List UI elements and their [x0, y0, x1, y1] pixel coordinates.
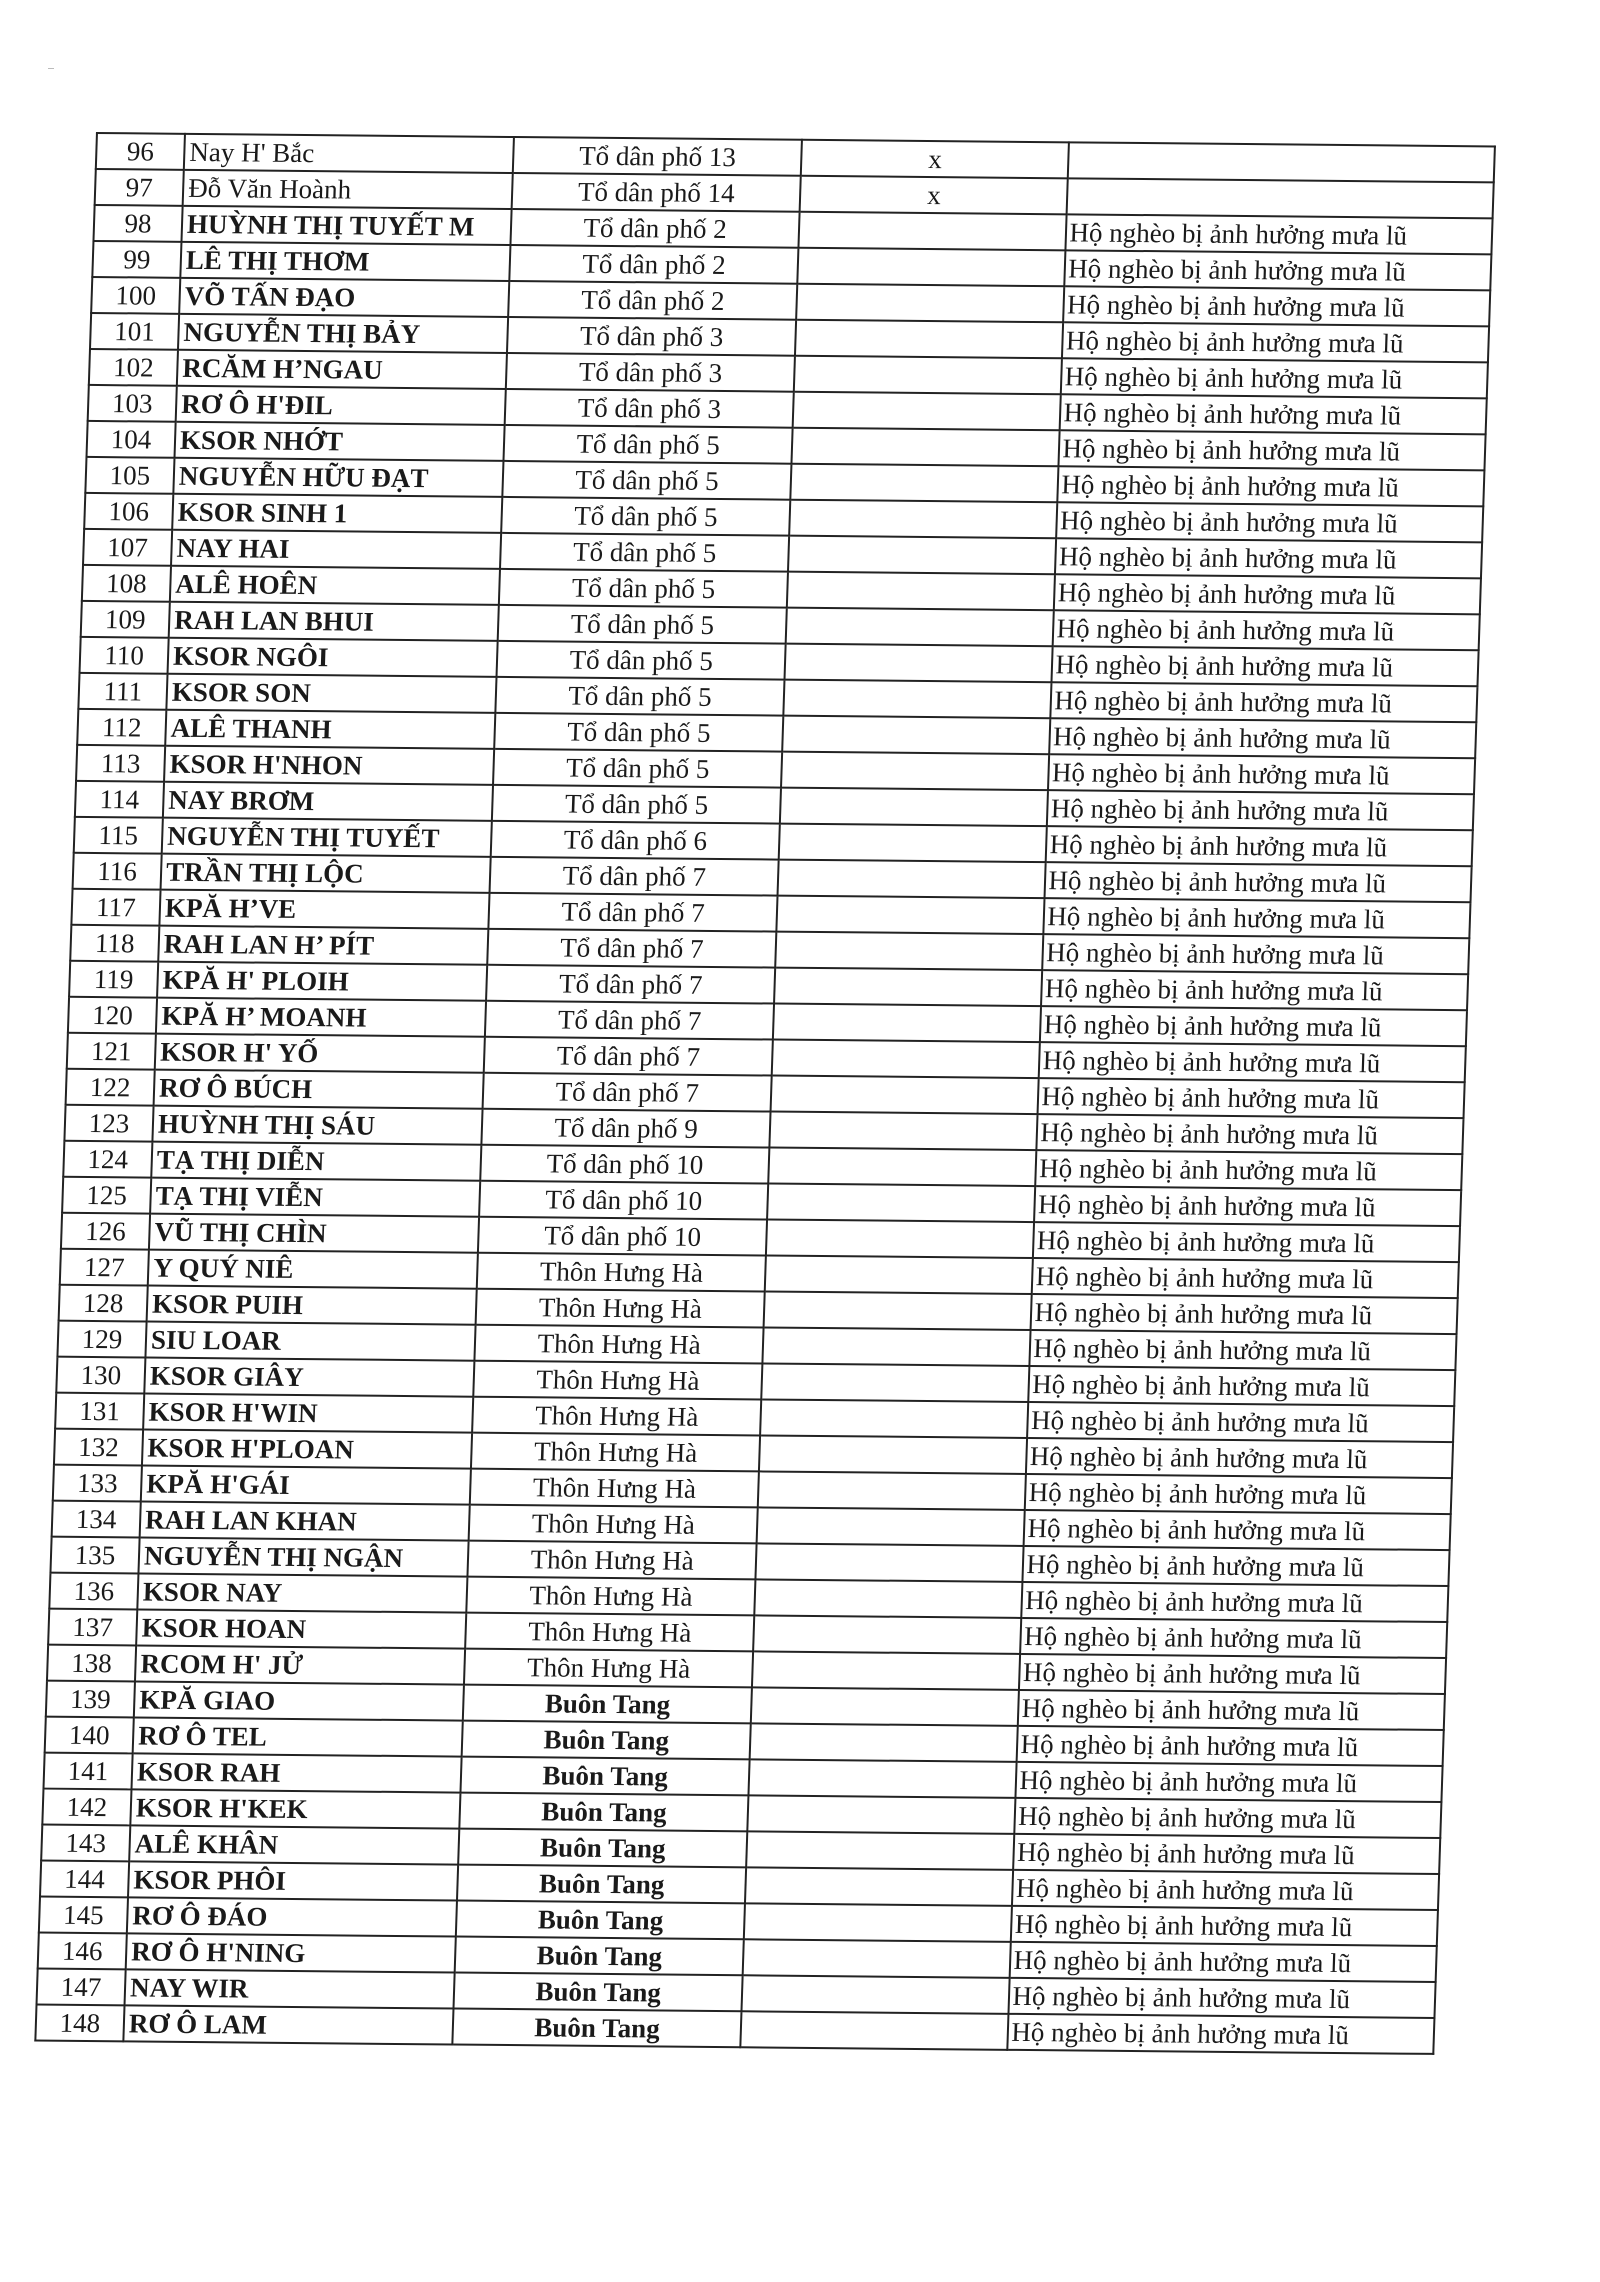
row-number: 141: [43, 1753, 132, 1790]
location: Tổ dân phố 10: [480, 1145, 769, 1184]
mark-cell: [775, 932, 1043, 971]
note-cell: Hộ nghèo bị ảnh hưởng mưa lũ: [1036, 1150, 1463, 1190]
row-number: 130: [56, 1357, 145, 1394]
row-number: 143: [41, 1825, 130, 1862]
location: Tổ dân phố 5: [501, 497, 790, 536]
household-name: KSOR HOAN: [136, 1609, 466, 1648]
note-cell: Hộ nghèo bị ảnh hưởng mưa lũ: [1015, 1798, 1442, 1838]
location: Tổ dân phố 5: [504, 425, 793, 464]
household-name: RAH LAN KHAN: [140, 1501, 470, 1540]
row-number: 131: [55, 1393, 144, 1430]
location: Buôn Tang: [457, 1865, 746, 1904]
note-cell: Hộ nghèo bị ảnh hưởng mưa lũ: [1031, 1294, 1458, 1334]
row-number: 134: [52, 1501, 141, 1538]
note-cell: Hộ nghèo bị ảnh hưởng mưa lũ: [1037, 1114, 1464, 1154]
row-number: 108: [82, 565, 171, 602]
location: Thôn Hưng Hà: [464, 1649, 753, 1688]
row-number: 114: [75, 781, 164, 818]
location: Tổ dân phố 5: [493, 749, 782, 788]
mark-cell: [750, 1723, 1018, 1762]
location: Thôn Hưng Hà: [477, 1253, 766, 1292]
mark-cell: [770, 1112, 1038, 1151]
note-cell: Hộ nghèo bị ảnh hưởng mưa lũ: [1064, 286, 1491, 326]
household-name: KPĂ H'GÁI: [141, 1466, 471, 1505]
location: Thôn Hưng Hà: [471, 1433, 760, 1472]
household-name: Nay H' Bắc: [184, 134, 514, 173]
location: Thôn Hưng Hà: [466, 1577, 755, 1616]
mark-cell: [745, 1867, 1013, 1906]
mark-cell: [741, 2011, 1009, 2050]
mark-cell: [772, 1040, 1040, 1079]
location: Buôn Tang: [458, 1829, 747, 1868]
row-number: 98: [93, 205, 182, 242]
row-number: 139: [46, 1681, 135, 1718]
mark-cell: [758, 1471, 1026, 1510]
note-cell: Hộ nghèo bị ảnh hưởng mưa lũ: [1039, 1042, 1466, 1082]
mark-cell: [763, 1327, 1031, 1366]
note-cell: Hộ nghèo bị ảnh hưởng mưa lũ: [1014, 1834, 1441, 1874]
mark-cell: [782, 716, 1050, 755]
household-name: KPĂ H’ MOANH: [156, 998, 486, 1037]
location: Tổ dân phố 6: [491, 821, 780, 860]
row-number: 133: [53, 1465, 142, 1502]
location: Tổ dân phố 7: [490, 857, 779, 896]
mark-cell: [784, 680, 1052, 719]
row-number: 145: [39, 1897, 128, 1934]
household-name: VŨ THỊ CHÌN: [149, 1214, 479, 1253]
note-cell: Hộ nghèo bị ảnh hưởng mưa lũ: [1052, 646, 1479, 686]
note-cell: Hộ nghèo bị ảnh hưởng mưa lũ: [1051, 682, 1478, 722]
note-cell: Hộ nghèo bị ảnh hưởng mưa lũ: [1026, 1438, 1453, 1478]
household-name: TẠ THỊ VIỄN: [150, 1178, 480, 1217]
location: Tổ dân phố 2: [509, 245, 798, 284]
mark-cell: [779, 824, 1047, 863]
household-name: KSOR NGÔI: [168, 638, 498, 677]
row-number: 100: [91, 277, 180, 314]
note-cell: Hộ nghèo bị ảnh hưởng mưa lũ: [1055, 538, 1482, 578]
household-name: Đỗ Văn Hoành: [183, 170, 513, 209]
location: Tổ dân phố 13: [513, 137, 802, 176]
row-number: 110: [80, 637, 169, 674]
household-name: KSOR RAH: [132, 1753, 462, 1792]
note-cell: Hộ nghèo bị ảnh hưởng mưa lũ: [1046, 826, 1473, 866]
row-number: 109: [81, 601, 170, 638]
mark-cell: [756, 1543, 1024, 1582]
location: Thôn Hưng Hà: [476, 1289, 765, 1328]
mark-cell: [788, 536, 1056, 575]
location: Tổ dân phố 2: [511, 209, 800, 248]
row-number: 118: [70, 925, 159, 962]
mark-cell: [789, 500, 1057, 539]
location: Tổ dân phố 5: [502, 461, 791, 500]
mark-cell: [742, 1975, 1010, 2014]
row-number: 99: [92, 241, 181, 278]
location: Tổ dân phố 5: [494, 713, 783, 752]
row-number: 135: [50, 1537, 139, 1574]
row-number: 97: [95, 169, 184, 206]
row-number: 122: [66, 1069, 155, 1106]
location: Tổ dân phố 10: [478, 1217, 767, 1256]
row-number: 115: [74, 817, 163, 854]
location: Buôn Tang: [452, 2009, 741, 2048]
scan-speck: [48, 68, 54, 69]
household-name: KSOR H'NHON: [164, 746, 494, 785]
row-number: 124: [63, 1141, 152, 1178]
household-name: KSOR PHÔI: [128, 1861, 458, 1900]
mark-cell: x: [800, 176, 1068, 215]
mark-cell: [752, 1651, 1020, 1690]
row-number: 132: [54, 1429, 143, 1466]
note-cell: [1067, 178, 1494, 218]
location: Tổ dân phố 5: [492, 785, 781, 824]
note-cell: Hộ nghèo bị ảnh hưởng mưa lũ: [1016, 1762, 1443, 1802]
household-name: RƠ Ô BÚCH: [154, 1070, 484, 1109]
mark-cell: [778, 860, 1046, 899]
location: Tổ dân phố 3: [505, 389, 794, 428]
location: Thôn Hưng Hà: [475, 1325, 764, 1364]
note-cell: Hộ nghèo bị ảnh hưởng mưa lũ: [1047, 790, 1474, 830]
row-number: 105: [85, 457, 174, 494]
note-cell: Hộ nghèo bị ảnh hưởng mưa lũ: [1011, 1906, 1438, 1946]
row-number: 137: [48, 1609, 137, 1646]
mark-cell: [751, 1687, 1019, 1726]
location: Tổ dân phố 7: [484, 1037, 773, 1076]
note-cell: Hộ nghèo bị ảnh hưởng mưa lũ: [1023, 1546, 1450, 1586]
row-number: 146: [38, 1933, 127, 1970]
note-cell: Hộ nghèo bị ảnh hưởng mưa lũ: [1017, 1726, 1444, 1766]
row-number: 121: [67, 1033, 156, 1070]
note-cell: Hộ nghèo bị ảnh hưởng mưa lũ: [1035, 1186, 1462, 1226]
household-name: NAY BRƠM: [163, 782, 493, 821]
mark-cell: [781, 752, 1049, 791]
row-number: 140: [45, 1717, 134, 1754]
note-cell: Hộ nghèo bị ảnh hưởng mưa lũ: [1024, 1510, 1451, 1550]
note-cell: Hộ nghèo bị ảnh hưởng mưa lũ: [1044, 898, 1471, 938]
row-number: 104: [87, 421, 176, 458]
note-cell: Hộ nghèo bị ảnh hưởng mưa lũ: [1030, 1330, 1457, 1370]
mark-cell: [765, 1255, 1033, 1294]
household-table: [34, 132, 1496, 2055]
location: Buôn Tang: [462, 1721, 751, 1760]
row-number: 128: [59, 1285, 148, 1322]
household-name: KPĂ GIAO: [134, 1681, 464, 1720]
mark-cell: [748, 1795, 1016, 1834]
household-name: KPĂ H' PLOIH: [157, 962, 487, 1001]
row-number: 129: [57, 1321, 146, 1358]
row-number: 111: [78, 673, 167, 710]
mark-cell: [746, 1831, 1014, 1870]
note-cell: Hộ nghèo bị ảnh hưởng mưa lũ: [1038, 1078, 1465, 1118]
household-name: RAH LAN BHUI: [169, 602, 499, 641]
household-name: Y QUÝ NIÊ: [148, 1250, 478, 1289]
location: Tổ dân phố 7: [485, 1001, 774, 1040]
location: Tổ dân phố 5: [495, 677, 784, 716]
note-cell: Hộ nghèo bị ảnh hưởng mưa lũ: [1028, 1402, 1455, 1442]
note-cell: Hộ nghèo bị ảnh hưởng mưa lũ: [1025, 1474, 1452, 1514]
mark-cell: [767, 1184, 1035, 1223]
location: Buôn Tang: [455, 1937, 744, 1976]
location: Tổ dân phố 5: [497, 641, 786, 680]
household-name: KSOR H'PLOAN: [142, 1430, 472, 1469]
mark-cell: [764, 1291, 1032, 1330]
mark-cell: [777, 896, 1045, 935]
location: Tổ dân phố 14: [512, 173, 801, 212]
location: Buôn Tang: [456, 1901, 745, 1940]
mark-cell: [766, 1219, 1034, 1258]
row-number: 147: [37, 1969, 126, 2006]
mark-cell: [749, 1759, 1017, 1798]
mark-cell: [760, 1399, 1028, 1438]
mark-cell: [743, 1939, 1011, 1978]
location: Tổ dân phố 10: [479, 1181, 768, 1220]
table-body: [35, 133, 1495, 2054]
note-cell: Hộ nghèo bị ảnh hưởng mưa lũ: [1060, 394, 1487, 434]
row-number: 138: [47, 1645, 136, 1682]
household-name: RCĂM H’NGAU: [177, 350, 507, 389]
household-name: NGUYỄN THỊ NGẬN: [138, 1537, 468, 1576]
location: Buôn Tang: [454, 1973, 743, 2012]
row-number: 113: [76, 745, 165, 782]
row-number: 106: [84, 493, 173, 530]
household-name: NGUYỄN THỊ TUYẾT: [162, 818, 492, 857]
mark-cell: [786, 608, 1054, 647]
row-number: 144: [40, 1861, 129, 1898]
household-list: [34, 132, 1496, 2055]
mark-cell: [796, 284, 1064, 323]
note-cell: Hộ nghèo bị ảnh hưởng mưa lũ: [1010, 1942, 1437, 1982]
mark-cell: [774, 968, 1042, 1007]
row-number: 103: [88, 385, 177, 422]
mark-cell: [794, 356, 1062, 395]
note-cell: Hộ nghèo bị ảnh hưởng mưa lũ: [1045, 862, 1472, 902]
note-cell: Hộ nghèo bị ảnh hưởng mưa lũ: [1012, 1870, 1439, 1910]
mark-cell: [773, 1004, 1041, 1043]
note-cell: Hộ nghèo bị ảnh hưởng mưa lũ: [1022, 1582, 1449, 1622]
household-name: KSOR GIÂY: [144, 1358, 474, 1397]
mark-cell: [757, 1507, 1025, 1546]
location: Buôn Tang: [461, 1757, 750, 1796]
note-cell: Hộ nghèo bị ảnh hưởng mưa lũ: [1048, 754, 1475, 794]
household-name: NAY WIR: [125, 1969, 455, 2008]
mark-cell: [799, 212, 1067, 251]
mark-cell: [791, 464, 1059, 503]
household-name: KSOR H'KEK: [130, 1789, 460, 1828]
mark-cell: [793, 392, 1061, 431]
mark-cell: [744, 1903, 1012, 1942]
row-number: 107: [83, 529, 172, 566]
row-number: 127: [60, 1249, 149, 1286]
row-number: 123: [64, 1105, 153, 1142]
household-name: KSOR SON: [166, 674, 496, 713]
location: Tổ dân phố 3: [506, 353, 795, 392]
note-cell: [1068, 142, 1495, 182]
household-name: KSOR H'WIN: [143, 1394, 473, 1433]
note-cell: Hộ nghèo bị ảnh hưởng mưa lũ: [1029, 1366, 1456, 1406]
note-cell: Hộ nghèo bị ảnh hưởng mưa lũ: [1054, 574, 1481, 614]
household-name: HUỲNH THỊ SÁU: [152, 1106, 482, 1145]
household-name: VÕ TẤN ĐẠO: [179, 278, 509, 317]
mark-cell: [792, 428, 1060, 467]
row-number: 136: [49, 1573, 138, 1610]
row-number: 119: [69, 961, 158, 998]
mark-cell: [759, 1435, 1027, 1474]
row-number: 102: [89, 349, 178, 386]
location: Tổ dân phố 9: [481, 1109, 770, 1148]
note-cell: Hộ nghèo bị ảnh hưởng mưa lũ: [1058, 466, 1485, 506]
row-number: 142: [42, 1789, 131, 1826]
location: Buôn Tang: [459, 1793, 748, 1832]
household-name: KSOR PUIH: [147, 1286, 477, 1325]
row-number: 125: [62, 1177, 151, 1214]
note-cell: Hộ nghèo bị ảnh hưởng mưa lũ: [1062, 322, 1489, 362]
row-number: 120: [68, 997, 157, 1034]
location: Tổ dân phố 7: [488, 893, 777, 932]
row-number: 116: [73, 853, 162, 890]
row-number: 112: [77, 709, 166, 746]
mark-cell: [795, 320, 1063, 359]
household-name: NGUYỄN THỊ BẢY: [178, 314, 508, 353]
household-name: KSOR NAY: [137, 1573, 467, 1612]
household-name: RAH LAN H’ PÍT: [158, 926, 488, 965]
location: Thôn Hưng Hà: [465, 1613, 754, 1652]
mark-cell: [787, 572, 1055, 611]
note-cell: Hộ nghèo bị ảnh hưởng mưa lũ: [1040, 1006, 1467, 1046]
household-name: TRẦN THỊ LỘC: [161, 854, 491, 893]
location: Thôn Hưng Hà: [472, 1397, 761, 1436]
row-number: 126: [61, 1213, 150, 1250]
household-name: TẠ THỊ DIỄN: [151, 1142, 481, 1181]
household-name: HUỲNH THỊ TUYẾT M: [181, 206, 511, 245]
household-name: KPĂ H’VE: [159, 890, 489, 929]
location: Tổ dân phố 5: [498, 605, 787, 644]
household-name: RCOM H' JỬ: [135, 1645, 465, 1684]
mark-cell: [753, 1615, 1021, 1654]
note-cell: Hộ nghèo bị ảnh hưởng mưa lũ: [1050, 718, 1477, 758]
household-name: ALÊ KHÂN: [129, 1825, 459, 1864]
household-name: RƠ Ô ĐÁO: [127, 1897, 457, 1936]
household-name: RƠ Ô H'ĐIL: [176, 386, 506, 425]
note-cell: Hộ nghèo bị ảnh hưởng mưa lũ: [1021, 1618, 1448, 1658]
household-name: SIU LOAR: [145, 1322, 475, 1361]
note-cell: Hộ nghèo bị ảnh hưởng mưa lũ: [1042, 970, 1469, 1010]
household-name: LÊ THỊ THƠM: [180, 242, 510, 281]
note-cell: Hộ nghèo bị ảnh hưởng mưa lũ: [1019, 1654, 1446, 1694]
location: Tổ dân phố 3: [507, 317, 796, 356]
row-number: 101: [90, 313, 179, 350]
mark-cell: [798, 248, 1066, 287]
location: Tổ dân phố 7: [486, 965, 775, 1004]
note-cell: Hộ nghèo bị ảnh hưởng mưa lũ: [1066, 214, 1493, 254]
mark-cell: [785, 644, 1053, 683]
household-name: ALÊ THANH: [165, 710, 495, 749]
row-number: 96: [96, 133, 185, 170]
household-name: RƠ Ô H'NING: [126, 1933, 456, 1972]
location: Thôn Hưng Hà: [468, 1541, 757, 1580]
note-cell: Hộ nghèo bị ảnh hưởng mưa lũ: [1053, 610, 1480, 650]
household-name: ALÊ HOÊN: [170, 566, 500, 605]
note-cell: Hộ nghèo bị ảnh hưởng mưa lũ: [1018, 1690, 1445, 1730]
household-name: KSOR NHỚT: [175, 422, 505, 461]
note-cell: Hộ nghèo bị ảnh hưởng mưa lũ: [1008, 2014, 1435, 2054]
row-number: 117: [71, 889, 160, 926]
household-name: RƠ Ô LAM: [123, 2005, 453, 2044]
household-name: NGUYỄN HỮU ĐẠT: [173, 458, 503, 497]
note-cell: Hộ nghèo bị ảnh hưởng mưa lũ: [1032, 1258, 1459, 1298]
location: Tổ dân phố 5: [500, 533, 789, 572]
location: Tổ dân phố 5: [499, 569, 788, 608]
note-cell: Hộ nghèo bị ảnh hưởng mưa lũ: [1057, 502, 1484, 542]
note-cell: Hộ nghèo bị ảnh hưởng mưa lũ: [1059, 430, 1486, 470]
location: Thôn Hưng Hà: [470, 1469, 759, 1508]
note-cell: Hộ nghèo bị ảnh hưởng mưa lũ: [1009, 1978, 1436, 2018]
location: Thôn Hưng Hà: [473, 1361, 762, 1400]
location: Buôn Tang: [463, 1685, 752, 1724]
mark-cell: [768, 1148, 1036, 1187]
mark-cell: [780, 788, 1048, 827]
note-cell: Hộ nghèo bị ảnh hưởng mưa lũ: [1033, 1222, 1460, 1262]
location: Tổ dân phố 7: [487, 929, 776, 968]
household-name: KSOR H' YỐ: [155, 1034, 485, 1073]
household-name: NAY HAI: [171, 530, 501, 569]
location: Tổ dân phố 2: [508, 281, 797, 320]
note-cell: Hộ nghèo bị ảnh hưởng mưa lũ: [1043, 934, 1470, 974]
note-cell: Hộ nghèo bị ảnh hưởng mưa lũ: [1061, 358, 1488, 398]
mark-cell: [755, 1579, 1023, 1618]
row-number: 148: [35, 2005, 124, 2042]
household-name: KSOR SINH 1: [172, 494, 502, 533]
location: Thôn Hưng Hà: [469, 1505, 758, 1544]
household-name: RƠ Ô TEL: [133, 1717, 463, 1756]
note-cell: Hộ nghèo bị ảnh hưởng mưa lũ: [1065, 250, 1492, 290]
location: Tổ dân phố 7: [483, 1073, 772, 1112]
mark-cell: x: [801, 140, 1069, 179]
mark-cell: [771, 1076, 1039, 1115]
mark-cell: [762, 1363, 1030, 1402]
